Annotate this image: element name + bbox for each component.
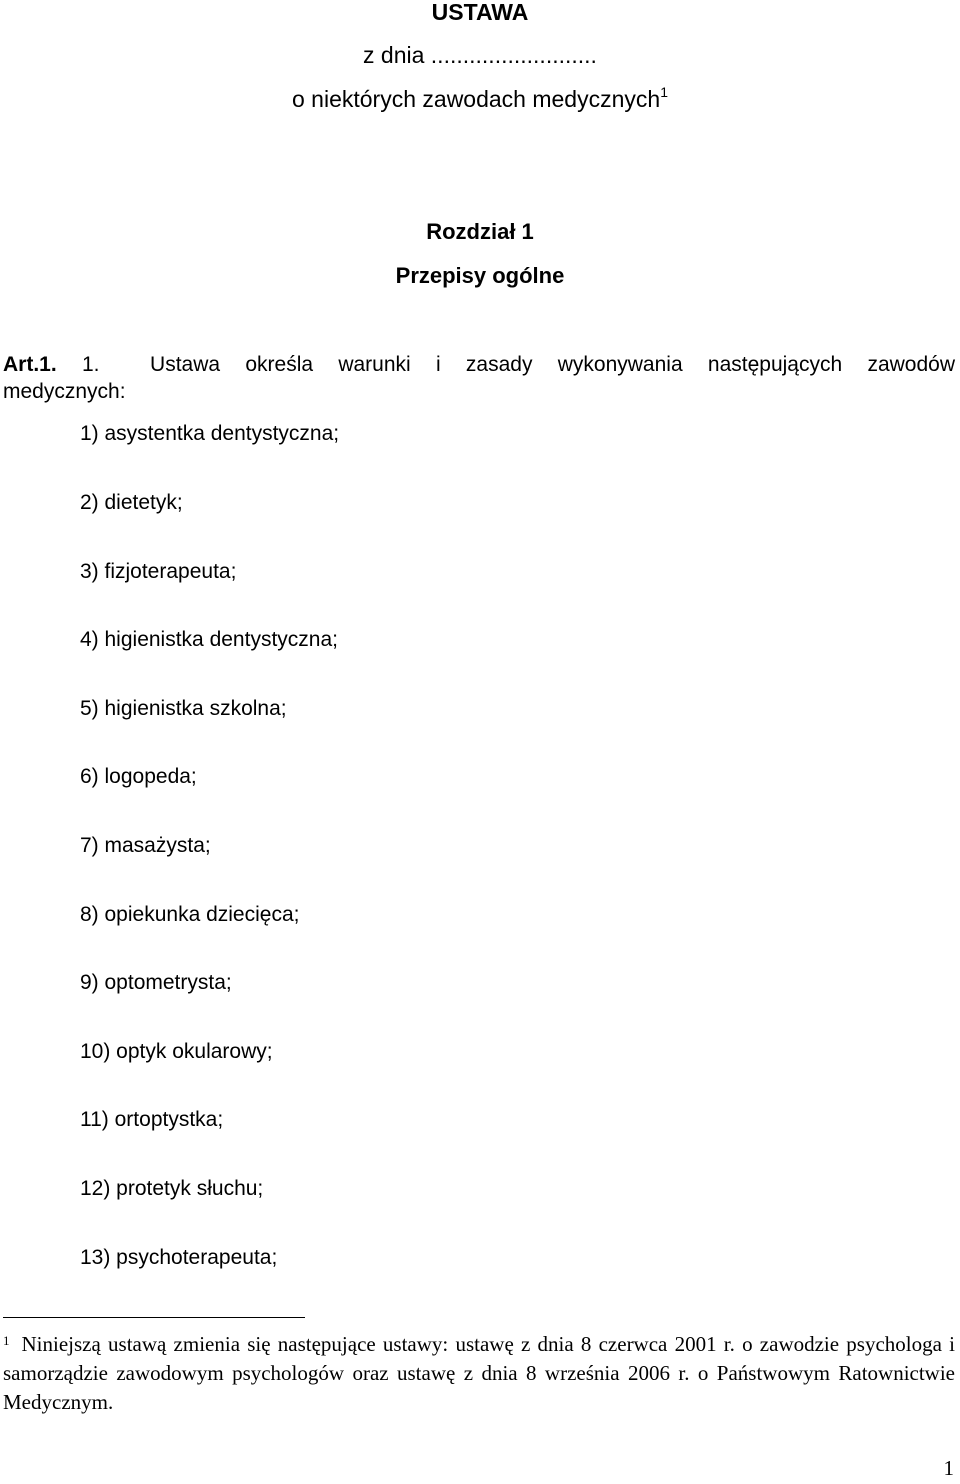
article-paragraph [3,350,955,379]
footnote-text: Niniejszą ustawą zmienia się następujące ustawy: ustawę z dnia 8 czerwca 2001 r. o zawodzie psychologa i samorządzie zawodowym psychologów oraz ustawę z dnia 8 września 2006 r. o Państwowym Ratownictwie Medycznym. [3,1332,955,1414]
subject-text: o niektórych zawodach medycznych [292,86,661,112]
paragraph-number: 1. [81,353,100,376]
article-number: Art.1. [3,353,57,376]
document-title: USTAWA [431,0,529,25]
list-item: 13) psychoterapeuta; [80,1246,278,1269]
list-item: 3) fizjoterapeuta; [80,560,237,583]
chapter-title: Przepisy ogólne [395,263,565,288]
list-item: 7) masażysta; [80,834,211,857]
date-line: z dnia .......................... [363,42,597,68]
chapter-heading: Rozdział 1 [426,219,534,244]
list-item: 12) protetyk słuchu; [80,1177,264,1200]
page-number: 1 [943,1456,954,1480]
list-item: 10) optyk okularowy; [80,1040,273,1063]
document-subject [0,86,960,113]
list-item: 11) ortoptystka; [80,1108,224,1131]
footnote-separator [3,1317,305,1318]
list-item: 1) asystentka dentystyczna; [80,422,340,445]
footnote [3,1330,955,1417]
article-text-line1: Ustawa określa warunki i zasady wykonywania następujących zawodów [150,353,955,376]
list-item: 5) higienistka szkolna; [80,697,287,720]
list-item: 8) opiekunka dziecięca; [80,903,300,926]
list-item: 6) logopeda; [80,765,197,788]
list-item: 4) higienistka dentystyczna; [80,628,338,651]
footnote-ref: 1 [660,84,668,100]
list-item: 9) optometrysta; [80,971,232,994]
list-item: 2) dietetyk; [80,491,183,514]
footnote-number: 1 [3,1333,10,1348]
article-text-line2: medycznych: [3,380,126,403]
